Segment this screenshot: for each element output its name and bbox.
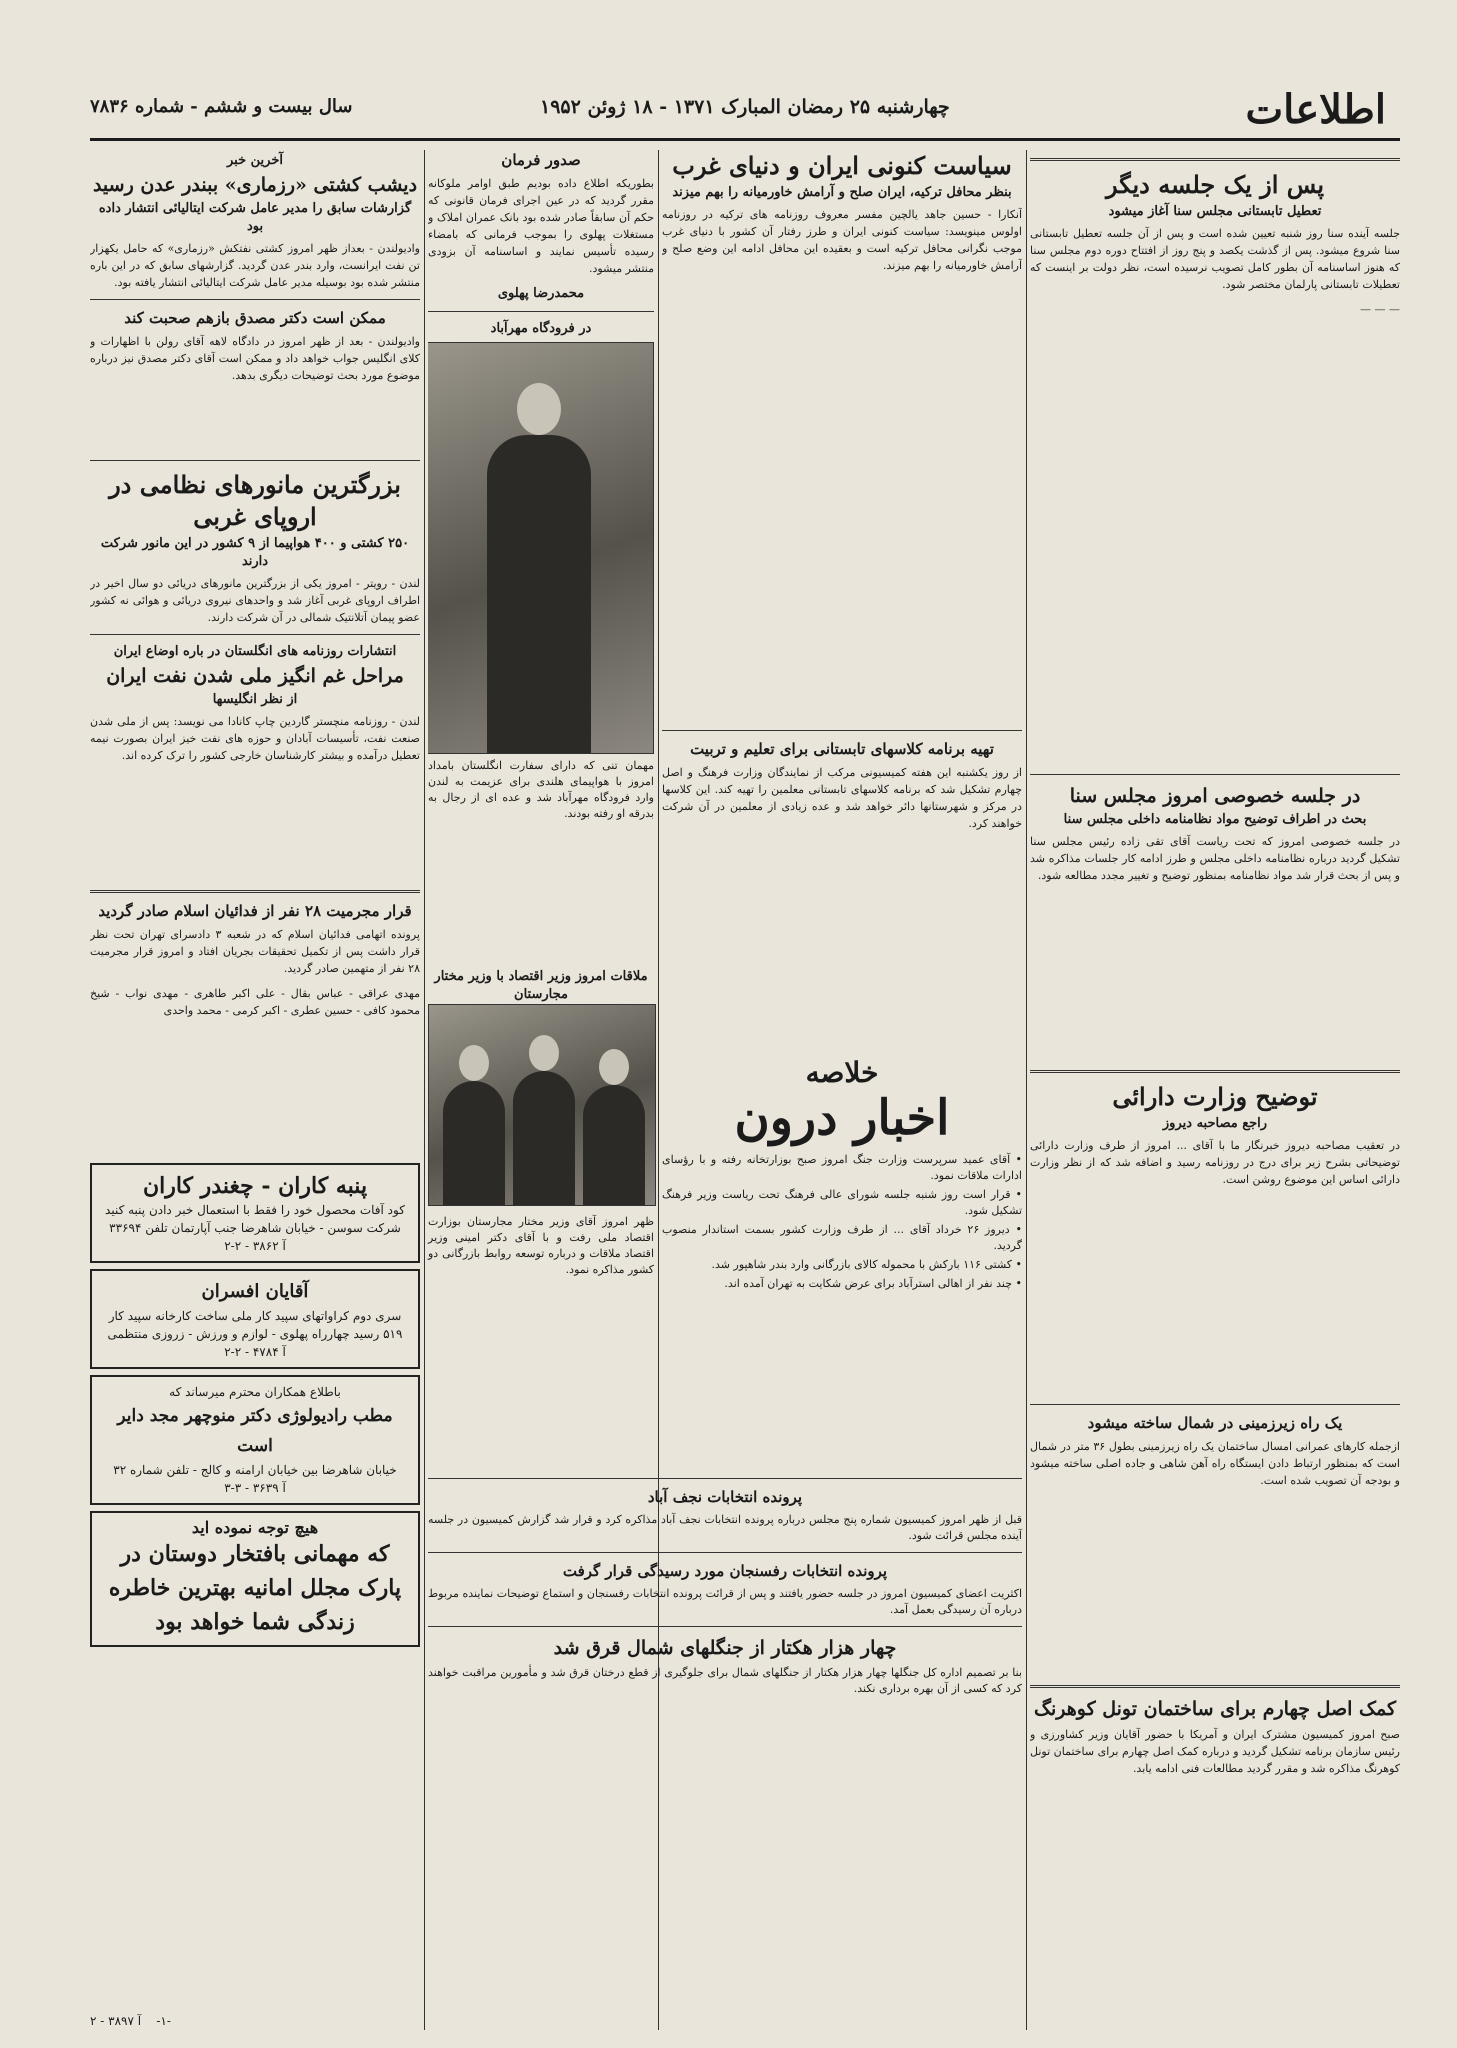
figure-body [487,435,591,753]
meeting-block [428,968,654,1004]
divider [1030,1685,1400,1688]
ad-line: باطلاع همکاران محترم میرساند که [169,1385,341,1399]
subheadline: از نظر انگلیسها [212,692,298,707]
divider [1030,158,1400,161]
ad-title: که مهمانی بافتخار دوستان در پارک مجلل امانیه بهترین خاطره زندگی شما خواهد بود [108,1541,402,1635]
divider [428,1478,1022,1479]
column-right [1030,150,1400,2030]
subheadline: گزارشات سابق را مدیر عامل شرکت ایتالیائی انتشار داده بود [98,201,412,234]
divider [90,299,420,300]
article-body: آنکارا - حسین جاهد یالچین مفسر معروف روزنامه های ترکیه در روزنامه اولوس مینویسد: سیاست کنونی ایران و طرز رفتار آن کشور با دنیای غرب موجب نگرانی محافل ترکیه است و بعقیده این محافل ادامه این وضع صلح و آرامش خاورمیانه را بهم میزند. [662,208,1022,272]
summary-bullets [662,1152,1022,1292]
meeting-caption-block [428,1210,654,1282]
article-body-filler [662,282,1022,722]
masthead [90,86,1400,141]
headline-oil-nationalization: مراحل غم انگیز ملی شدن نفت ایران [106,665,404,687]
page-number: -۱- [156,2014,171,2028]
article-body-filler [1030,1497,1400,1677]
ad-line: آ ۴۷۸۴ - ۲-۲ [224,1345,286,1359]
divider [90,634,420,635]
divider [1030,1070,1400,1073]
article-body: بطوریکه اطلاع داده بودیم طبق اوامر ملوکانه مقرر گردید که در عین اجرای فرمان قانونی که حکم آن سابقاً صادر شده بود بانک عمران املاک و مستغلات پهلوی را بموجب فرمانی که بامضاء رسیده تأسیس نمایند و اساسنامه آن بزودی منتشر میشود. [428,177,654,275]
ad-title: مطب رادیولوژی دکتر منوچهر مجد دایر است [117,1406,393,1456]
figure-head [459,1045,489,1081]
ad-line: آ ۳۶۳۹ - ۳-۳ [224,1481,286,1495]
article-body: جلسه آینده سنا روز شنبه تعیین شده است و پس از آن جلسه تعطیل تابستانی سنا شروع میشود. پس از گذشت یکصد و پنج روز از افتتاح دوره دوم مجلس سنا که هنوز اساسنامه آن بطور کامل تصویب نرسیده است، نظر دولت بر اینست که تعطیلات تابستانی پارلمان مختصر شود. [1030,227,1400,291]
article-body: ازجمله کارهای عمرانی امسال ساختمان یک راه زیرزمینی بطول ۳۶ متر در شمال است که بمنظور ارتباط دادن ایستگاه راه آهن شاهی و جاده اصلی ساخته میشود و بودجه آن تصویب شده است. [1030,1440,1400,1487]
ad-park [90,1511,420,1647]
ad-title: پنبه کاران - چغندر کاران [142,1173,368,1199]
headline-maneuvers: بزرگترین مانورهای نظامی در اروپای غربی [109,470,401,531]
headline-mehrabad: در فرودگاه مهرآباد [490,321,592,336]
issue-number: سال بیست و ششم - شماره ۷۸۳۶ [90,96,353,117]
headline-summer-classes: تهیه برنامه کلاسهای تابستانی برای تعلیم و تربیت [690,740,994,758]
ad-line: کود آفات محصول خود را فقط با استعمال خبر دادن پنبه کنید [105,1203,405,1217]
divider [428,1626,1022,1627]
footer-code: آ ۳۸۹۷ - ۲ [90,2014,142,2028]
issue-date: چهارشنبه ۲۵ رمضان المبارک ۱۳۷۱ - ۱۸ ژوئن ۱۹۵۲ [540,96,950,118]
divider [662,730,1022,731]
divider [1030,774,1400,775]
news-summary [662,1050,1022,1295]
headline-finance-ministry: توضیح وزارت دارائی [1112,1082,1318,1111]
headline-najafabad: پرونده انتخابات نجف آباد [647,1488,803,1506]
divider [1030,1404,1400,1405]
column-rule [658,150,659,2030]
ad-line: هیچ توجه نموده اید [191,1518,319,1537]
article-body: در تعقیب مصاحبه دیروز خبرنگار ما با آقای ... امروز از طرف وزارت دارائی توضیحاتی بشرح زیر برای درج در روزنامه رسید و اضافه شد که از نظر وزارت دارائی اساس این موضوع روشن است. [1030,1139,1400,1186]
article-body: صبح امروز کمیسیون مشترک ایران و آمریکا با حضور آقایان وزیر کشاورزی و رئیس سازمان برنامه تشکیل گردید و درباره کمک اصل چهارم برای ساختمان تونل کوهرنگ مذاکره شد و مقرر گردید مطالعات فنی ادامه یابد. [1030,1728,1400,1775]
photo-caption: ظهر امروز آقای وزیر مختار مجارستان بوزارت اقتصاد ملی رفت و با آقای دکتر امینی وزیر اقتصاد ملاقات و درباره توسعه روابط بازرگانی دو کشور مذاکره نمود. [428,1215,654,1276]
article-body: اکثریت اعضای کمیسیون امروز در جلسه حضور یافتند و پس از قرائت پرونده انتخابات رفسنجان و استماع توضیحات نماینده مربوط درباره آن رسیدگی بعمل آمد. [428,1587,1022,1616]
summary-bullet: • دیروز ۲۶ خرداد آقای ... از طرف وزارت کشور بسمت استاندار منصوب گردید. [662,1223,1022,1252]
photo-figure [428,343,653,753]
figure-body [443,1081,505,1205]
photo-figure [429,1005,655,1205]
column-left [90,150,420,2030]
divider [428,311,654,312]
article-body-filler [662,840,1022,960]
headline-kuhrang-tunnel: کمک اصل چهارم برای ساختمان تونل کوهرنگ [1033,1698,1397,1720]
subheadline: بنظر محافل ترکیه، ایران صلح و آرامش خاورمیانه را بهم میزند [672,185,1012,200]
page-footer [90,2014,171,2028]
article-body: لندن - روزنامه منچستر گاردین چاپ کانادا می نویسد: پس از ملی شدن صنعت نفت، تأسیسات آبادان و حوزه های نفت خیز ایران بصورت نیمه تعطیل درآمده و بیشتر کارشناسان خارجی کشور را ترک کرده اند. [90,715,420,762]
ad-officers [90,1269,420,1369]
photo-man-standing [428,342,654,754]
headline-mossadegh: ممکن است دکتر مصدق بازهم صحبت کند [124,309,386,327]
headline-decree: صدور فرمان [501,151,581,169]
article-body-filler [1030,892,1400,1062]
article-body: وادیولندن - بعداز ظهر امروز کشتی نفتکش «رزماری» که حامل یکهزار تن نفت ایرانست، وارد بندر عدن گردید. گزارشهای سابق که در این باره منتشر شده بود بوسیله مدیر عامل شرکت ایتالیائی انتشار یافته بود. [90,242,420,289]
summary-bullet: • آقای عمید سرپرست وزارت جنگ امروز صبح بوزارتخانه رفته و با رؤسای ادارات ملاقات نمود. [662,1153,1022,1182]
article-body-filler [1030,1196,1400,1396]
article-body: در جلسه خصوصی امروز که تحت ریاست آقای تقی زاده رئیس مجلس سنا تشکیل گردید درباره نظامنامه داخلی مجلس و طرز ادامه کار جلسات مذاکره شد و پس از بحث قرار شد مواد نظامنامه بمنظور توضیح و تغییر مجدد مطالعه شود. [1030,835,1400,882]
article-body: وادیولندن - بعد از ظهر امروز در دادگاه لاهه آقای رولن با اظهارات و کلای انگلیس جواب خواهد داد و ممکن است آقای دکتر مصدق نیز درباره موضوع مورد بحث توضیحات دیگری بدهد. [90,335,420,382]
headline-rosemary: دیشب کشتی «رزماری» ببندر عدن رسید [92,174,418,196]
column-rule [1026,150,1027,2030]
subheadline: بحث در اطراف توضیح مواد نظامنامه داخلی مجلس سنا [1063,812,1367,827]
headline-senate-recess: پس از یک جلسه دیگر [1105,170,1325,199]
column-rule [424,150,425,2030]
headline-forests: چهار هزار هکتار از جنگلهای شمال قرق شد [553,1637,897,1659]
article-body: بنا بر تصمیم اداره کل جنگلها چهار هزار هکتار از جنگلهای شمال برای جلوگیری از قطع درختان قرق شد و مأمورین مراقبت خواهند کرد که کسی از آن بهره برداری نکند. [428,1666,1022,1695]
headline-underground-road: یک راه زیرزمینی در شمال ساخته میشود [1087,1414,1343,1432]
figure-head [517,383,561,435]
headline-fadaiyan: قرار مجرمیت ۲۸ نفر از فدائیان اسلام صادر گردید [98,902,412,920]
elections-block [428,1470,1022,1705]
ad-line: سری دوم کراواتهای سپید کار ملی ساخت کارخانه سپید کار [108,1309,402,1323]
article-body: از روز یکشنبه این هفته کمیسیونی مرکب از نمایندگان وزارت فرهنگ و اصل چهارم تشکیل شد که برنامه کلاسهای تابستانی معلمین را تهیه کند. این کلاسها در مرکز و شهرستانها دائر خواهد شد و عده زیادی از معلمین در آن شرکت خواهند کرد. [662,766,1022,830]
ad-line: شرکت سوسن - خیابان شاهرضا جنب آپارتمان تلفن ۳۳۶۹۴ [109,1221,401,1235]
divider [90,890,420,893]
summary-title-small: خلاصه [805,1056,879,1089]
article-body-filler [90,772,420,882]
ad-line: ۵۱۹ رسید چهارراه پهلوی - لوازم و ورزش - زروزی منتظمی [107,1327,403,1341]
headline-rafsanjan: پرونده انتخابات رفسنجان مورد رسیدگی قرار گرفت [562,1562,888,1580]
divider [428,1552,1022,1553]
signature-text: محمدرضا پهلوی [497,286,585,301]
article-body: قبل از ظهر امروز کمیسیون شماره پنج مجلس درباره پرونده انتخابات نجف آباد مذاکره کرد و قرار شد گزارش کمیسیون در جلسه آینده مجلس قرائت شود. [428,1513,1022,1542]
headline-hungary-meeting: ملاقات امروز وزیر اقتصاد با وزیر مختار مجارستان [434,969,648,1002]
column-center-left [428,150,654,950]
photo-meeting [428,1004,656,1206]
names-list: مهدی عراقی - عباس بقال - علی اکبر طاهری - مهدی نواب - شیخ محمود کافی - حسین عطری - اکبر کرمی - محمد واحدی [90,987,420,1017]
ad-radiology [90,1375,420,1505]
figure-body [583,1085,645,1205]
kicker: انتشارات روزنامه های انگلستان در باره اوضاع ایران [113,644,397,659]
newspaper-logo: اطلاعات [1245,86,1386,133]
article-body-filler [90,1027,420,1157]
ad-cotton [90,1163,420,1263]
article-body: — — — [1360,303,1400,316]
divider [90,460,420,461]
label-last-news: آخرین خبر [227,153,283,168]
subheadline: راجع مصاحبه دیروز [1162,1116,1268,1131]
article-body-filler [1030,326,1400,766]
summary-title-block [662,1056,1022,1146]
photo-caption: مهمان تنی که دارای سفارت انگلستان بامداد امروز با هواپیمای هلندی برای عزیمت به لندن وارد فرودگاه مهرآباد شد و عده ای از رجال به بدرقه او رفته بودند. [428,759,654,820]
subheadline: تعطیل تابستانی مجلس سنا آغاز میشود [1108,204,1322,219]
summary-bullet: • کشتی ۱۱۶ بارکش با محموله کالای بازرگانی وارد بندر شاهپور شد. [711,1258,1022,1271]
article-body: لندن - رویتر - امروز یکی از بزرگترین مانورهای دریائی دو سال اخیر در اطراف اروپای غربی آغاز شد و واحدهای نیروی دریائی و هوائی نه کشور عضو پیمان آتلانتیک شمالی در آن شرکت دارند. [90,577,420,624]
figure-head [599,1049,629,1085]
headline-senate-private-session: در جلسه خصوصی امروز مجلس سنا [1069,785,1361,807]
figure-head [529,1035,559,1071]
subheadline: ۲۵۰ کشتی و ۴۰۰ هواپیما از ۹ کشور در این مانور شرکت دارند [100,536,410,569]
headline-iran-west: سیاست کنونی ایران و دنیای غرب [672,151,1012,180]
figure-body [513,1071,575,1205]
summary-bullet: • چند نفر از اهالی استرآباد برای عرض شکایت به تهران آمده اند. [724,1277,1022,1290]
summary-bullet: • قرار است روز شنبه جلسه شورای عالی فرهنگ تحت ریاست وزیر فرهنگ تشکیل شود. [662,1188,1022,1217]
article-body-filler [90,392,420,452]
ad-title: آقایان افسران [201,1281,309,1302]
article-body: پرونده اتهامی فدائیان اسلام که در شعبه ۳ دادسرای تهران تحت نظر قرار داشت پس از تکمیل تحقیقات بجریان افتاد و امروز قرار مجرمیت ۲۸ نفر از متهمین صادر گردید. [90,928,420,975]
ad-line: آ ۳۸۶۲ - ۲-۲ [224,1239,286,1253]
ad-line: خیابان شاهرضا بین خیابان ارامنه و کالج - تلفن شماره ۳۲ [113,1463,397,1477]
summary-title-large: اخبار درون [734,1090,950,1146]
